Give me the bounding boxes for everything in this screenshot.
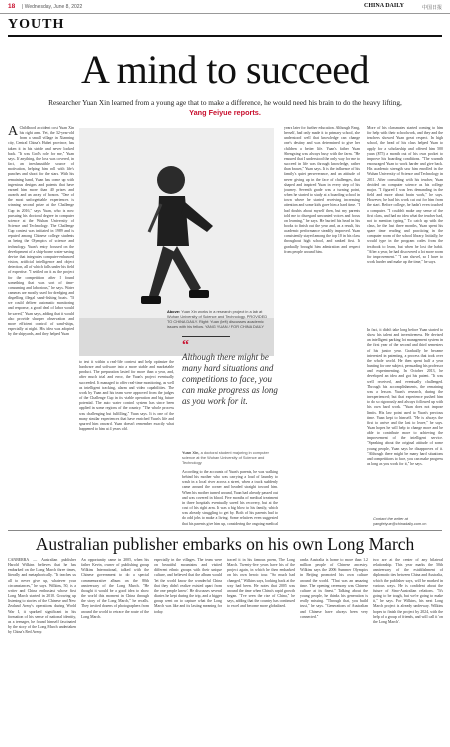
column-text: An opportunity came in 2005, when his father Kevin, owner of publishing group Wilkins International, talked with the Chinese government to do a special commemorative album on the 80th anniversary of the Long March. "He thought it would be a good idea to show the world this moment in China through the story of the Long March," he recalls. They invited dozens of photographers from around the world to retrace the route of the Long March. [81, 558, 149, 619]
column-text: traced it in his famous poem, The Long March. Twenty-five years have his of the project again, in which he then embarked on his own heroic tour. "So much had changed," Wilkins says, looking back at the way had been. He notes that 2005 was around the time when China's rapid growth began. "I've seen the rise of China," he says, adding that the country has continued to excel and become more globalized. [227, 558, 295, 609]
page-number: 18 [8, 3, 16, 10]
article-column-5 [367, 126, 443, 326]
deck-text: Researcher Yuan Xin learned from a young age that to make a difference, he would need his brain to do the heavy lifting, [48, 98, 402, 107]
byline: Yang Feiyue reports. [189, 108, 261, 117]
article-column-2 [79, 360, 174, 526]
publication-date: | Wednesday, June 8, 2022 [22, 3, 83, 10]
column-text: two are at the center of any bilateral relationship. This year marks the 50th anniversary of the establishment of diplomatic ties between China and Australia, which the publisher says, will be marked in various ways. He is confident about the future of Sino-Australian relations. "It's going to be tough, but we're going to make it," he says. For Wilkins, his next Long March project is already underway. Wilkins hopes to finish the project by 2024, with the help of a group of friends, and will call it 'on the Long March'. [373, 558, 443, 624]
second-article-column-2 [81, 558, 149, 744]
article-column-1 [8, 126, 74, 526]
pull-quote: Although there might be many hard situations and competitions to face, you can make progress as long as you work for it. [182, 352, 278, 406]
writer-contact [373, 516, 443, 526]
column-text: CANBERRA — Australian publisher Harold Wilkins believes that he has embarked on the Long March three times, literally and metaphorically. "It teaches us all to never give up, whatever your circumstances," he says. Wilkins, 50, is a writer and China enthusiast whose first Long March started in 2010. Growing up listening to stories of the Chinese and New Zealand Army's operations during World War I, it sparked significant in his formation of his sense of national identity, as a teenager, he found himself fascinated by the story of the Long March undertaken by China's Red Army. [8, 558, 76, 635]
quote-mark-icon: “ [182, 338, 189, 353]
newspaper-brand: CHINA DAILY [364, 3, 404, 9]
quote-rule [182, 336, 230, 337]
second-article-column-4 [227, 558, 295, 744]
second-article-column-1 [8, 558, 76, 744]
article-column-3-tail [182, 470, 278, 526]
quote-source-name: Yuan Xin, [182, 450, 200, 455]
second-article-headline: Australian publisher embarks on his own Long March [35, 534, 415, 554]
second-article-column-5 [300, 558, 368, 744]
article-deck [40, 98, 410, 118]
section-title: YOUTH [8, 17, 65, 32]
column-text: In fact, it didn't take long before Yuan started to show his talent and inventiveness. He devised an intelligent parking lot management system in the first year of the second and third semesters of his junior year. Gradually he became interested in patenting, a process that took over the whole world. He then spent half a year hunting for one subject, persuading his professor and experimenting. In October 2013, he developed an idea and got his patent. "It was well received, and eventually challenged. Through his accomplishments, the remaining was a lesson. Yuan's research, during the inexperienced; but that experience pushed him to do so rigorously and always followed up with his own hard work. "Yuan does not impose limits. His law point used to Yuan's precious time. Yuan kept to himself. "He is always the first to arrive and the last to leave," he says. Yuan hopes he will help to change more and be able to contribute more to achieving the improvement of the intelligent service. "Speaking about the original attitude of some young people, Yuan says he disapproves of it. "Although there might be many hard situations and competitions to face, you can make progress as long as you work for it," he says. [367, 328, 443, 467]
photo-caption [167, 309, 273, 329]
column-text: especially in the villages. The team were on beautiful mountains and visited different ethnic groups with their unique culture, and believed that the album would 'let the world know the wonderful China that they didn't realize existed apart from the one people knew'. He discusses several diaries he kept during the trip, and a bigger group went on to capture what the Long March was like and its lasting meaning for today. [154, 558, 222, 614]
column-text: More of his classmates started coming to him for help with their schoolwork, and they and the teachers showed Yuan great respect. In high school, the head of his class helped Yuan to apply for a scholarship and offered him 500 yuan ($75) a month out of his own pocket to improve his boarding conditions. "The warmth encouraged Yuan to work harder and give back. His academic strength saw him enrolled in the Wuhan University of Science and Technology in 2011. After consulting with his teacher, Yuan decided on computer science as his college major. "I figured I was less demanding in the field and more about brain work," he says. However, he had his work cut out for him from the start. Before college, he hadn't even touched a computer. "I couldn't make any sense of the first class, and had no idea what the teacher had, not to mention typing." To catch up with the class, he the last three months, Yuan spent his spare time reading and practicing in the computer room of the school library. Initially, he would type in the program codes from the textbook to learn, but when he lost the habit. "After a year, he had discovered a lot more room for improvement." "I can shovel, so I have to work harder and make up the time," he says. [367, 126, 443, 265]
caption-lead: Above: [167, 309, 181, 314]
column-text: Childhood accident cost Yuan Xin his right arm. Yet, the 32-year-old from a small village in Xianning city, Central China's Hubei province, has taken it in his stride and never looked back. "It was God's role for me," Yuan says. If anything, the loss was covered, in fact, an inexhaustible source of motivation, helping him roll with life's punches and shoot for the stars. With his remaining hand, Yuan has come up with ingenious designs and patents that have earned him more than 40 prizes and awards and an array of honors. "One of the most unforgettable experiences is winning second prize at the Challenge Cup in 2016," says Yuan, who is now pursuing his doctoral degree in computer science at the Wuhan University of Science and Technology. The Challenge Cup contest was initiated in 1989 and is reputed among Chinese college students as being the Olympics of science and technology. Yuan's entry focused on the development of a ship-borne water-saving device that integrates computer-enhanced vision, artificial intelligence and object detection, all of which falls under his field of expertise. "I settled on it as the project for the competition after I found something that was sort of time-consuming and laborious," he says. Water cameras are mostly used for dredging and dispelling illegal sand-fishing boats. "If we could deliver automatic monitoring and response, a good deal of labor would be saved," Yuan says, adding that it would also provide sharper observation and more efficient control of sand-ships, especially at night. His idea was adopted by the shipyards, and they helped Yuan [8, 126, 74, 337]
column-text: ranks Australia is home to more than 1.2 million people of Chinese ancestry. Wilkins says the 2006 Summer Olympics in Beijing promoted his own culture around the world. "That was an amazing time. The opening ceremony was Chinese culture at its finest." Talking about the young people, he thinks his generation is really missing. "Through that, you build trust," he says. "Generations of Australian and Chinese have always been very connected." [300, 558, 368, 619]
article-divider [8, 530, 442, 531]
drop-cap: A [8, 126, 19, 139]
article-headline: A mind to succeed [80, 47, 370, 92]
second-article-column-3 [154, 558, 222, 744]
newspaper-brand-chinese: 中国日报 [421, 4, 442, 11]
caption-text: Yuan Xin works in a research project in a lab at Wuhan University of Science and Technology. PROVIDED TO CHINA DAILY. Right: Yuan (left) discusses academic issues with his fellow. YANG YUAN / FOR CHINA DAILY [167, 309, 268, 329]
column-text: According to the accounts of Yuan's parents, he was walking behind his mother who was carrying a load of laundry to wash in a local river across a street, when a truck suddenly came around the corner and headed straight toward him. When his mother turned around, Yuan had already passed out and was covered in blood. Five months of medical treatment in three hospitals eventually saved his recovery, but at the cost of his right arm. It was a big blow to his family, which was already struggling to get by. Both of his parents had to do odd jobs to make a living. Some relatives even suggested that his parents give him up, considering the ongoing medical [182, 470, 278, 526]
second-article-column-6 [373, 558, 443, 744]
article-column-4 [284, 126, 360, 526]
quote-source-desc: a doctoral student majoring in computer science at the Wuhan University of Science and Technology [182, 450, 269, 465]
contact-label: Contact the writer at [373, 516, 408, 521]
column-text: to test it within a real-life context and help optimize the hardware and software into a more stable and marketable product. The preparation lasted for more than a year, and, after much trial and error, the Yuan's project eventually succeeded. It managed to offer real-time monitoring, as well as intelligent tracking, alarm and video capabilities. The work by Yuan and his team were approved from the judges of the Challenge Cup in its viable operation and big future potential. The auto water control system has since been applied in some regions of the country. "The whole process was challenging but fulfilling," Yuan says. It is one of the many similar experiences that have enriched Yuan's life and spurred him onward. Yuan doesn't remember exactly what happened to him at 4 years old. [79, 360, 174, 432]
contact-email[interactable]: yangfeiyue@chinadaily.com.cn [373, 521, 427, 526]
column-text: years later for further education. Although Fang, herself, had only made it to primary school, she understood well that knowledge can change one's destiny and was determined to give her children a better life. Yuan's father Yuan Shengxing was always busy with the farm. "He ensured that I understood the only way for me to succeed in life was through knowledge, rather than brawn," Yuan says. It is the influence of his family's quiet perseverance, and an attitude of never giving up in the face of challenges, that shaped and inspired Yuan in every step of his journey. Seventh grade was a turning point, when he started to study at a boarding school in town where he started receiving increasing attention and some kids gave him a hard time. "I had doubts about myself then, but my parents told me to disregard unwanted voices and focus on learning," he says. He buried his head in his books to finish out the year and, as a result, his academic performance steadily improved. Yuan consistently stayed among the top 10 in his class throughout high school, and ranked first. It gradually brought him admiration and respect from people around him. [284, 126, 360, 254]
pull-quote-source [182, 450, 278, 465]
article-column-6 [367, 328, 443, 514]
section-rule [8, 35, 442, 37]
page-header [0, 0, 450, 14]
